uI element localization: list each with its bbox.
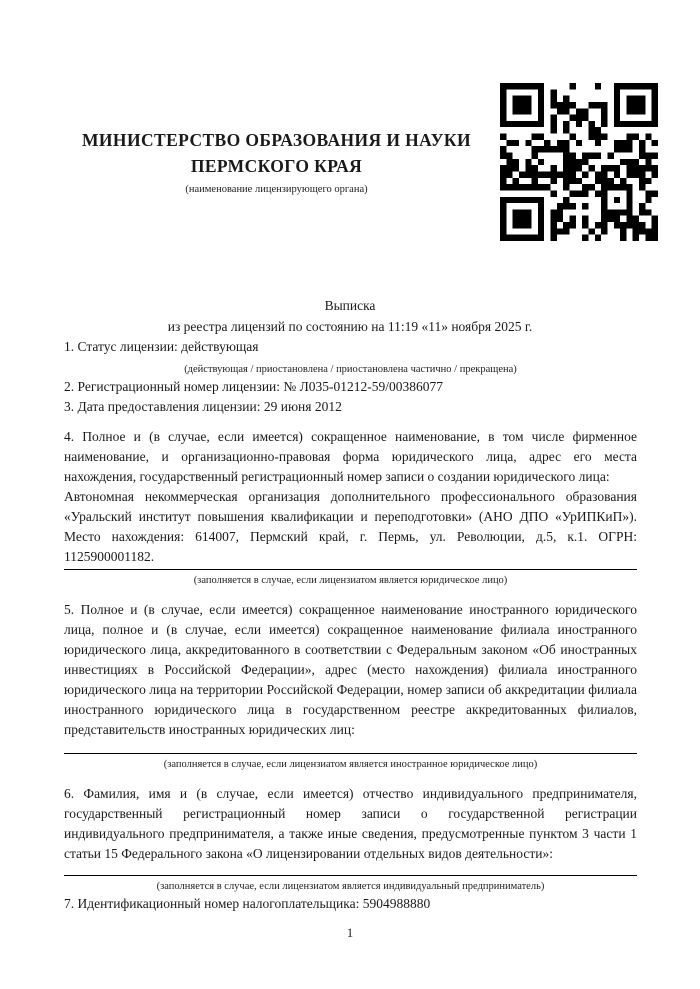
license-status-options-note: (действующая / приостановлена / приостановлена частично / прекращена) — [184, 364, 517, 375]
document-body — [0, 337, 700, 914]
org-note: (наименование лицензирующего органа) — [185, 184, 368, 195]
item-license-status: 1. Статус лицензии: действующая — [64, 339, 259, 354]
org-name — [64, 127, 489, 179]
document-title-block — [0, 295, 700, 337]
document-header — [0, 0, 700, 241]
page-number: 1 — [346, 926, 354, 940]
document-subtitle: из реестра лицензий по состоянию на 11:19 «11» ноября 2025 г. — [167, 319, 533, 334]
legal-entity-note: (заполняется в случае, если лицензиатом является юридическое лицо) — [193, 575, 508, 586]
entrepreneur-label: 6. Фамилия, имя и (в случае, если имеется) отчество индивидуального предпринимателя, государственный регистрационный номер записи о государственной регистрации индивидуального предпринимателя, а также иные сведения, предусмотренные пунктом 3 части 1 статьи 15 Федерального закона «О лицензировании отдельных видов деятельности»: — [64, 786, 637, 861]
item-legal-entity — [64, 427, 637, 588]
item-entrepreneur — [64, 784, 637, 894]
legal-entity-value: Автономная некоммерческая организация дополнительного профессионального образования «Уральский институт повышения квалификации и переподготовки» (АНО ДПО «УрИПКиП»). Место нахождения: 614007, Пермский край, г. Пермь, ул. Революции, д.5, к.1. ОГРН: 1125900001182. — [64, 489, 637, 564]
entrepreneur-blank-value — [64, 864, 637, 873]
item-grant-date: 3. Дата предоставления лицензии: 29 июня 2012 — [64, 399, 342, 414]
legal-entity-label: 4. Полное и (в случае, если имеется) сокращенное наименование, в том числе фирменное наименование, и организационно-правовая форма юридического лица, адрес его места нахождения, государственный регистрационный номер записи о создании юридического лица: — [64, 429, 637, 484]
qr-code-icon — [500, 83, 658, 241]
item-taxpayer-number: 7. Идентификационный номер налогоплательщика: 5904988880 — [64, 896, 431, 911]
org-name-line2: ПЕРМСКОГО КРАЯ — [190, 156, 363, 176]
org-name-line1: МИНИСТЕРСТВО ОБРАЗОВАНИЯ И НАУКИ — [82, 130, 471, 150]
licensing-authority-block — [64, 83, 489, 197]
entrepreneur-note: (заполняется в случае, если лицензиатом является индивидуальный предприниматель) — [156, 881, 545, 892]
foreign-entity-blank-value — [64, 740, 637, 751]
document-title: Выписка — [324, 298, 376, 313]
foreign-entity-note: (заполняется в случае, если лицензиатом является иностранное юридическое лицо) — [163, 759, 538, 770]
foreign-entity-label: 5. Полное и (в случае, если имеется) сокращенное наименование иностранного юридического лица, полное и (в случае, если имеется) сокращенное наименование филиала иностранного юридического лица, аккредитованного в соответствии с Федеральным законом «Об иностранных инвестициях в Российской Федерации», адрес (место нахождения) филиала иностранного юридического лица на территории Российской Федерации, номер записи об аккредитации филиала иностранного юридического лица в государственном реестре аккредитованных филиалов, представительств иностранных юридических лиц: — [64, 602, 637, 737]
item-registration-number: 2. Регистрационный номер лицензии: № Л035-01212-59/00386077 — [64, 379, 444, 394]
item-foreign-entity — [64, 600, 637, 772]
